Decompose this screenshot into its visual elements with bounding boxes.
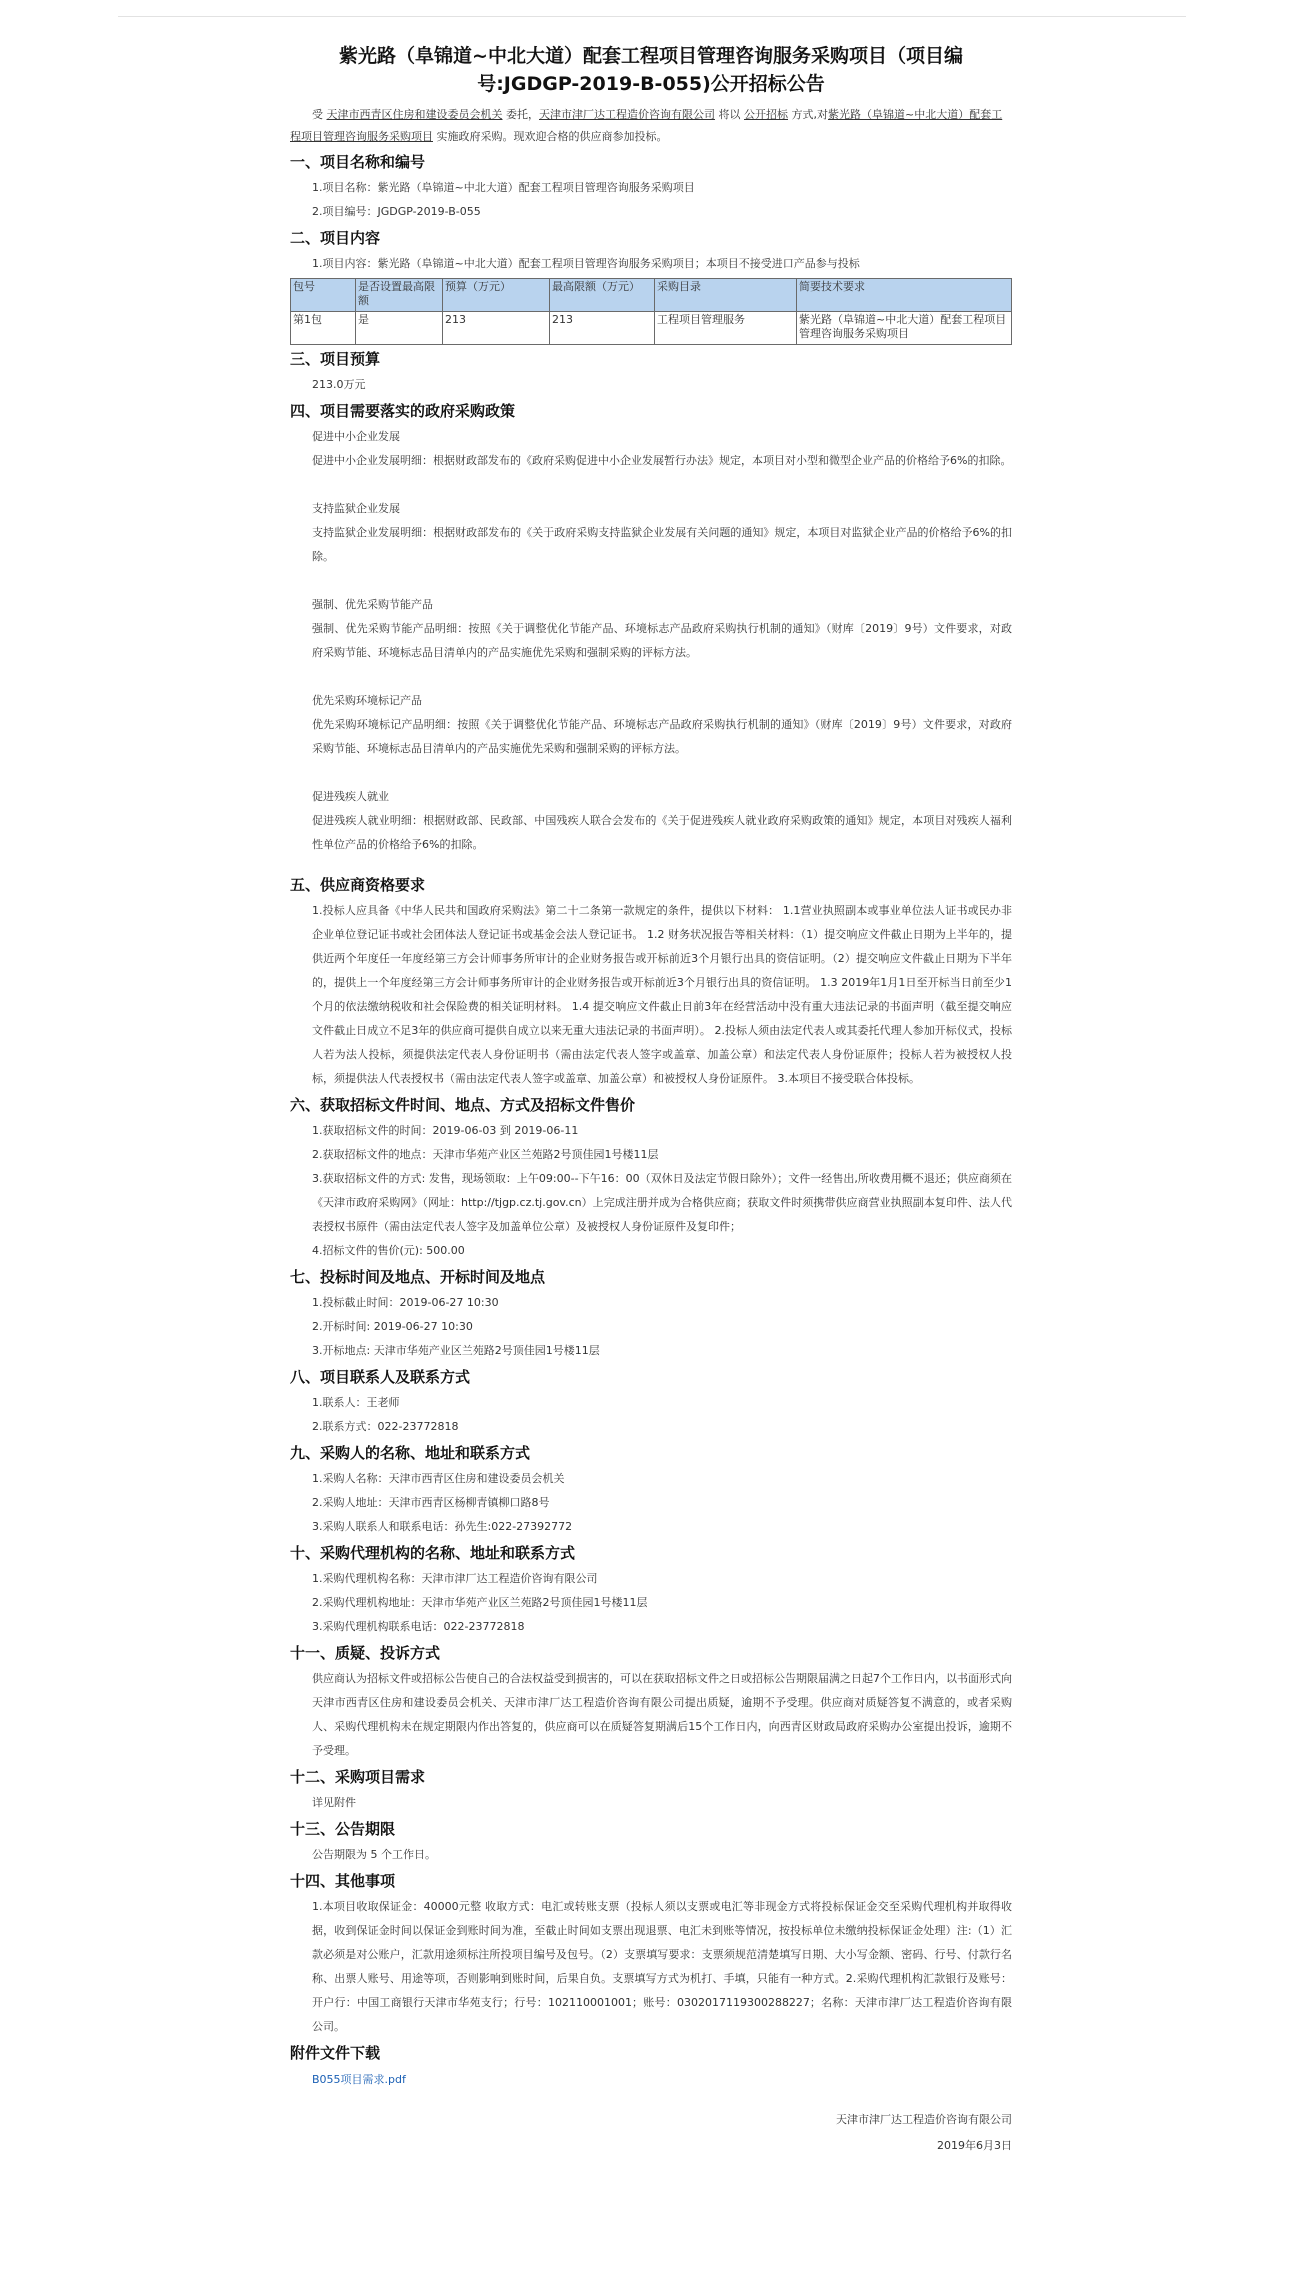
intro-purchaser: 天津市西青区住房和建设委员会机关 [326,108,503,121]
other-matters-text: 1.本项目收取保证金：40000元整 收取方式：电汇或转账支票（投标人须以支票或电汇等非现金方式将投标保证金交至采购代理机构并取得收据，收到保证金时间以保证金到账时间为准，至截止时间如支票出现退票、电汇未到账等情况，按投标单位未缴纳投标保证金处理）注:（1）汇款必须是对公账户，汇款用途须标注所投项目编号及包号。（2）支票填写要求：支票须规范清楚填写日期、大小写金额、密码、行号、付款行名称、出票人账号、用途等项，否则影响到账时间，后果自负。支票填写方式为机打、手填，只能有一种方式。2.采购代理机构汇款银行及账号：开户行：中国工商银行天津市华苑支行；行号：102110001001；账号：0302017119300288227；名称：天津市津厂达工程造价咨询有限公司。 [312,1900,1012,2033]
contact-phone-line: 2.联系方式：022-23772818 [312,1420,459,1433]
requirements-line: 详见附件 [312,1796,356,1809]
opening-place-line: 3.开标地点: 天津市华苑产业区兰苑路2号顶佳园1号楼11层 [312,1344,600,1357]
top-divider [118,16,1186,17]
project-number-line: 2.项目编号：JGDGP-2019-B-055 [312,205,481,218]
document-place-line: 2.获取招标文件的地点：天津市华苑产业区兰苑路2号顶佳园1号楼11层 [312,1148,659,1161]
table-cell: 第1包 [291,312,356,345]
intro-text-2: 委托， [506,108,539,121]
section-4 [290,399,1012,871]
policy-name: 优先采购环境标记产品 [312,694,422,707]
section-heading: 四、项目需要落实的政府采购政策 [290,402,516,420]
section-13 [290,1817,1012,1867]
contact-person-line: 1.联系人：王老师 [312,1396,400,1409]
purchaser-name-line: 1.采购人名称：天津市西青区住房和建设委员会机关 [312,1472,565,1485]
intro-project: 紫光路（阜锦道~中北大道）配套工程项目管理咨询服务采购项目 [290,108,1003,143]
qualification-text: 1.投标人应具备《中华人民共和国政府采购法》第二十二条第一款规定的条件，提供以下材料： 1.1营业执照副本或事业单位法人证书或民办非企业单位登记证书或社会团体法人登记证书或基金会法人登记证书。 1.2 财务状况报告等相关材料：（1）提交响应文件截止日期为上半年的，提供近两个年度任一年度经第三方会计师事务所审计的企业财务报告或开标前近3个月银行出具的资信证明。（2）提交响应文件截止日期为下半年的，提供上一个年度经第三方会计师事务所审计的企业财务报告或开标前近3个月银行出具的资信证明。 1.3 2019年1月1日至开标当日前至少1个月的依法缴纳税收和社会保险费的相关证明材料。 1.4 提交响应文件截止日前3年在经营活动中没有重大违法记录的书面声明（截至提交响应文件截止日成立不足3年的供应商可提供自成立以来无重大违法记录的书面声明）。 2.投标人须由法定代表人或其委托代理人参加开标仪式，投标人若为法人投标，须提供法定代表人身份证明书（需由法定代表人签字或盖章、加盖公章）和法定代表人身份证原件；投标人若为被授权人投标，须提供法人代表授权书（需由法定代表人签字或盖章、加盖公章）和被授权人身份证原件。 3.本项目不接受联合体投标。 [312,904,1012,1085]
notice-period-line: 公告期限为 5 个工作日。 [312,1848,436,1861]
section-heading: 七、投标时间及地点、开标时间及地点 [290,1268,546,1286]
announcement-article [290,42,1012,2159]
purchaser-contact-line: 3.采购人联系人和联系电话：孙先生:022-27392772 [312,1520,573,1533]
table-header-cell: 最高限额（万元） [550,279,655,312]
section-heading: 八、项目联系人及联系方式 [290,1368,471,1386]
table-cell: 工程项目管理服务 [655,312,797,345]
agency-address-line: 2.采购代理机构地址：天津市华苑产业区兰苑路2号顶佳园1号楼11层 [312,1596,648,1609]
table-header-row [291,279,1012,312]
section-heading: 六、获取招标文件时间、地点、方式及招标文件售价 [290,1096,636,1114]
section-heading: 二、项目内容 [290,229,381,247]
policy-detail: 强制、优先采购节能产品明细：按照《关于调整优化节能产品、环境标志产品政府采购执行机制的通知》（财库〔2019〕9号）文件要求，对政府采购节能、环境标志品目清单内的产品实施优先采购和强制采购的评标方法。 [312,622,1012,659]
package-table [290,278,1012,345]
table-cell: 213 [443,312,550,345]
section-10 [290,1541,1012,1639]
policy-detail: 促进残疾人就业明细：根据财政部、民政部、中国残疾人联合会发布的《关于促进残疾人就业政府采购政策的通知》规定，本项目对残疾人福利性单位产品的价格给予6%的扣除。 [312,814,1012,851]
section-2 [290,226,1012,345]
section-12 [290,1765,1012,1815]
policy-detail: 促进中小企业发展明细：根据财政部发布的《政府采购促进中小企业发展暂行办法》规定，本项目对小型和微型企业产品的价格给予6%的扣除。 [312,454,1012,467]
intro-text-4: 方式,对 [791,108,828,121]
table-header-cell: 包号 [291,279,356,312]
section-5 [290,873,1012,1091]
section-heading: 十四、其他事项 [290,1872,396,1890]
bid-deadline-line: 1.投标截止时间：2019-06-27 10:30 [312,1296,499,1309]
policy-name: 支持监狱企业发展 [312,502,400,515]
intro-text-5: 实施政府采购。现欢迎合格的供应商参加投标。 [436,130,668,143]
project-name-line: 1.项目名称：紫光路（阜锦道~中北大道）配套工程项目管理咨询服务采购项目 [312,181,695,194]
policy-detail: 优先采购环境标记产品明细：按照《关于调整优化节能产品、环境标志产品政府采购执行机制的通知》（财库〔2019〕9号）文件要求，对政府采购节能、环境标志品目清单内的产品实施优先采购和强制采购的评标方法。 [312,718,1012,755]
intro-agency: 天津市津厂达工程造价咨询有限公司 [539,108,715,121]
section-8 [290,1365,1012,1439]
table-header-cell: 简要技术要求 [797,279,1012,312]
policy-name: 强制、优先采购节能产品 [312,598,433,611]
intro-text-3: 将以 [718,108,741,121]
intro-paragraph [290,104,1012,148]
opening-time-line: 2.开标时间: 2019-06-27 10:30 [312,1320,473,1333]
section-heading: 十、采购代理机构的名称、地址和联系方式 [290,1544,576,1562]
policy-name: 促进中小企业发展 [312,430,400,443]
section-14 [290,1869,1012,2039]
section-heading: 五、供应商资格要求 [290,876,426,894]
section-1 [290,150,1012,224]
section-heading: 三、项目预算 [290,350,381,368]
signature-org: 天津市津厂达工程造价咨询有限公司 [836,2113,1012,2126]
page-title: 紫光路（阜锦道~中北大道）配套工程项目管理咨询服务采购项目（项目编号:JGDGP-2019-B-055)公开招标公告 [339,45,963,95]
table-header-cell: 预算（万元） [443,279,550,312]
section-7 [290,1265,1012,1363]
section-6 [290,1093,1012,1263]
table-cell: 紫光路（阜锦道~中北大道）配套工程项目管理咨询服务采购项目 [797,312,1012,345]
policy-detail: 支持监狱企业发展明细：根据财政部发布的《关于政府采购支持监狱企业发展有关问题的通知》规定，本项目对监狱企业产品的价格给予6%的扣除。 [312,526,1012,563]
signature-block [290,2107,1012,2159]
agency-name-line: 1.采购代理机构名称：天津市津厂达工程造价咨询有限公司 [312,1572,598,1585]
complaint-text: 供应商认为招标文件或招标公告使自己的合法权益受到损害的，可以在获取招标文件之日或招标公告期限届满之日起7个工作日内，以书面形式向 天津市西青区住房和建设委员会机关、天津市津厂达工程造价咨询有限公司提出质疑，逾期不予受理。供应商对质疑答复不满意的，或者采购人、采购代理机构未在规定期限内作出答复的，供应商可以在质疑答复期满后15个工作日内，向西青区财政局政府采购办公室提出投诉，逾期不予受理。 [312,1672,1012,1757]
table-cell: 是 [356,312,443,345]
budget-line: 213.0万元 [312,378,366,391]
section-heading: 一、项目名称和编号 [290,153,426,171]
table-row [291,312,1012,345]
table-header-cell: 是否设置最高限额 [356,279,443,312]
table-header-cell: 采购目录 [655,279,797,312]
document-price-line: 4.招标文件的售价(元): 500.00 [312,1244,465,1257]
section-heading: 十三、公告期限 [290,1820,396,1838]
section-9 [290,1441,1012,1539]
document-time-line: 1.获取招标文件的时间：2019-06-03 到 2019-06-11 [312,1124,579,1137]
section-heading: 十二、采购项目需求 [290,1768,426,1786]
section-11 [290,1641,1012,1763]
purchaser-address-line: 2.采购人地址：天津市西青区杨柳青镇柳口路8号 [312,1496,550,1509]
policy-name: 促进残疾人就业 [312,790,389,803]
attachment-link[interactable]: B055项目需求.pdf [312,2073,406,2086]
intro-method: 公开招标 [744,108,788,121]
attachments-section [290,2041,1012,2093]
intro-text-1: 受 [312,108,323,121]
section-heading: 十一、质疑、投诉方式 [290,1644,441,1662]
document-method-text: 3.获取招标文件的方式: 发售，现场领取：上午09:00--下午16：00（双休日及法定节假日除外）；文件一经售出,所收费用概不退还；供应商须在《天津市政府采购网》（网址：http://tjgp.cz.tj.gov.cn）上完成注册并成为合格供应商；获取文件时须携带供应商营业执照副本复印件、法人代表授权书原件（需由法定代表人签字及加盖单位公章）及被授权人身份证原件及复印件； [312,1172,1012,1233]
table-cell: 213 [550,312,655,345]
section-heading: 九、采购人的名称、地址和联系方式 [290,1444,531,1462]
agency-phone-line: 3.采购代理机构联系电话：022-23772818 [312,1620,525,1633]
project-content-line: 1.项目内容：紫光路（阜锦道~中北大道）配套工程项目管理咨询服务采购项目；本项目不接受进口产品参与投标 [312,257,860,270]
section-3 [290,347,1012,397]
section-heading: 附件文件下载 [290,2044,381,2062]
signature-date: 2019年6月3日 [937,2139,1012,2152]
